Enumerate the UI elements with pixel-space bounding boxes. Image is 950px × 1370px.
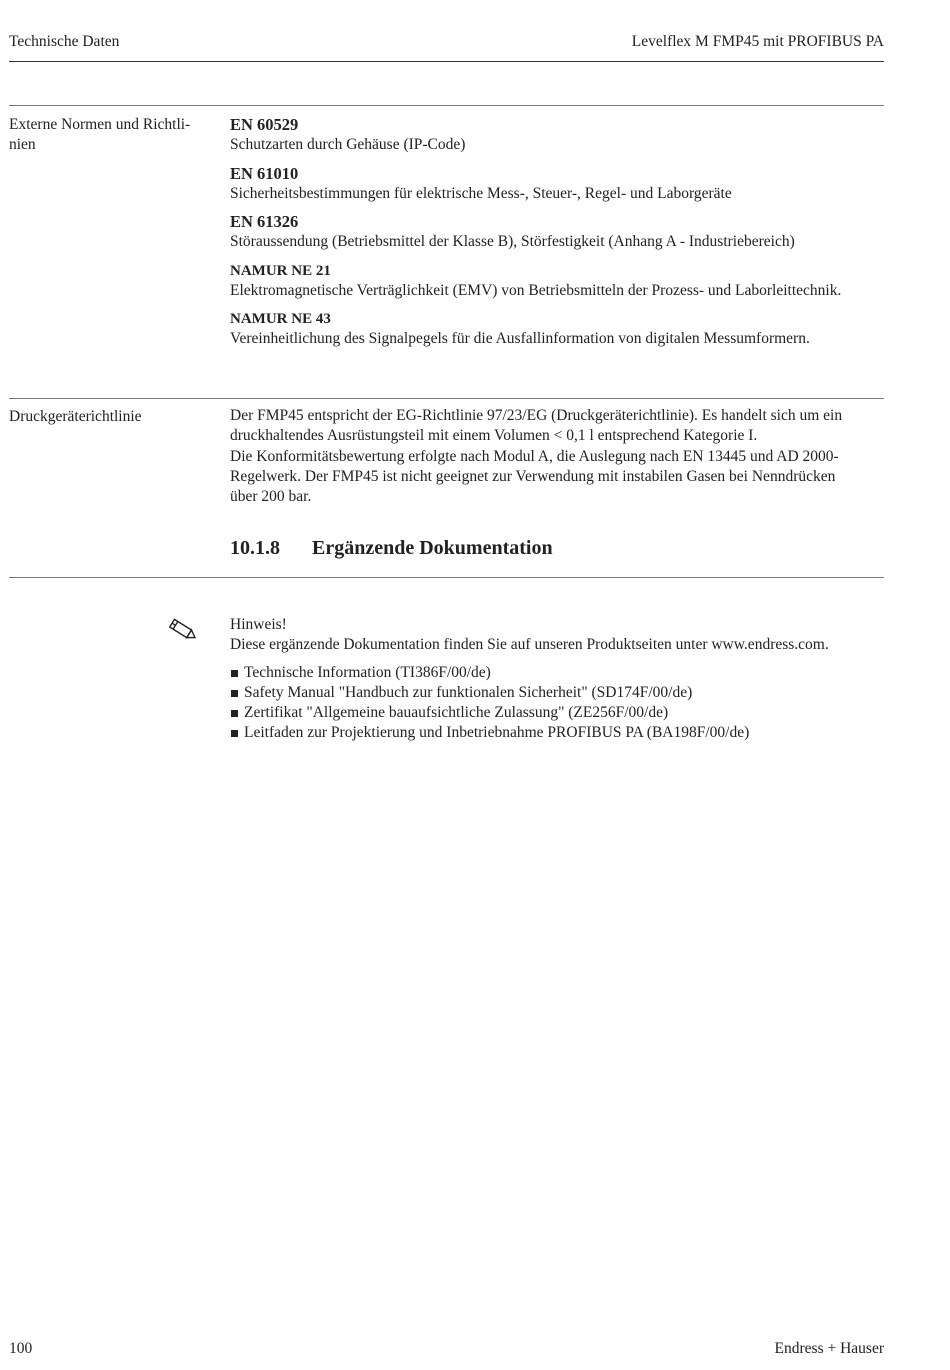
pressure-text-line: druckhaltendes Ausrüstungsteil mit einem Volumen < 0,1 l entsprechend Kategorie I. bbox=[230, 427, 758, 445]
pressure-text-line: Regelwerk. Der FMP45 ist nicht geeignet zur Verwendung mit instabilen Gasen bei Nenndrücken bbox=[230, 467, 836, 485]
standard-code: NAMUR NE 43 bbox=[230, 311, 331, 327]
documentation-list bbox=[230, 663, 910, 744]
section-divider bbox=[9, 577, 884, 578]
pressure-text-line: über 200 bar. bbox=[230, 488, 312, 506]
page-header bbox=[9, 33, 884, 62]
list-item bbox=[230, 663, 910, 683]
standard-code: EN 60529 bbox=[230, 115, 299, 134]
standard-code: EN 61010 bbox=[230, 163, 299, 183]
note-text: Diese ergänzende Dokumentation finden Sie auf unseren Produktseiten unter www.endress.com. bbox=[230, 636, 829, 654]
note-block bbox=[230, 615, 910, 744]
section-title: Ergänzende Dokumentation bbox=[312, 537, 553, 559]
standard-code: NAMUR NE 21 bbox=[230, 262, 331, 279]
bullet-icon bbox=[231, 670, 238, 677]
standard-item bbox=[230, 115, 890, 155]
standard-description: Vereinheitlichung des Signalpegels für die Ausfallinformation von digitalen Messumformern. bbox=[230, 330, 810, 347]
pressure-text-line: Die Konformitätsbewertung erfolgte nach Modul A, die Auslegung nach EN 13445 und AD 2000- bbox=[230, 447, 839, 465]
list-item-text: Safety Manual "Handbuch zur funktionalen Sicherheit" (SD174F/00/de) bbox=[244, 683, 693, 701]
standard-description: Elektromagnetische Verträglichkeit (EMV) von Betriebsmitteln der Prozess- und Laborleittechnik. bbox=[230, 281, 842, 299]
standard-description: Störaussendung (Betriebsmittel der Klasse B), Störfestigkeit (Anhang A - Industriebereich) bbox=[230, 233, 795, 250]
bullet-icon bbox=[231, 730, 238, 737]
list-item-text: Leitfaden zur Projektierung und Inbetriebnahme PROFIBUS PA (BA198F/00/de) bbox=[244, 724, 750, 742]
standards-label bbox=[9, 115, 214, 155]
standard-item bbox=[230, 164, 890, 204]
list-item-text: Zertifikat "Allgemeine bauaufsichtliche Zulassung" (ZE256F/00/de) bbox=[244, 704, 669, 722]
pressure-text-line: Der FMP45 entspricht der EG-Richtlinie 97/23/EG (Druckgeräterichtlinie). Es handelt sich um ein bbox=[230, 407, 843, 424]
standards-label-line1: Externe Normen und Richtli- bbox=[9, 116, 191, 133]
section-divider bbox=[9, 398, 884, 399]
standard-description: Sicherheitsbestimmungen für elektrische Mess-, Steuer-, Regel- und Laborgeräte bbox=[230, 184, 732, 202]
list-item bbox=[230, 683, 910, 703]
section-number: 10.1.8 bbox=[230, 537, 280, 559]
pressure-label: Druckgeräterichtlinie bbox=[9, 408, 142, 425]
standards-label-line2: nien bbox=[9, 136, 36, 153]
page-number: 100 bbox=[9, 1340, 33, 1357]
pressure-text bbox=[230, 406, 890, 507]
standard-description: Schutzarten durch Gehäuse (IP-Code) bbox=[230, 136, 466, 153]
pencil-note-icon bbox=[162, 614, 202, 646]
section-divider bbox=[9, 105, 884, 106]
standard-item bbox=[230, 212, 890, 252]
standard-item bbox=[230, 309, 890, 349]
list-item bbox=[230, 723, 910, 743]
bullet-icon bbox=[231, 690, 238, 697]
note-title: Hinweis! bbox=[230, 616, 287, 633]
section-heading bbox=[230, 537, 553, 560]
header-section-title: Technische Daten bbox=[9, 33, 120, 50]
list-item bbox=[230, 703, 910, 723]
standard-item bbox=[230, 261, 890, 301]
list-item-text: Technische Information (TI386F/00/de) bbox=[244, 663, 491, 681]
standard-code: EN 61326 bbox=[230, 212, 299, 231]
header-product-title: Levelflex M FMP45 mit PROFIBUS PA bbox=[631, 33, 884, 50]
standards-list bbox=[230, 115, 890, 358]
bullet-icon bbox=[231, 710, 238, 717]
footer-brand: Endress + Hauser bbox=[774, 1340, 884, 1357]
